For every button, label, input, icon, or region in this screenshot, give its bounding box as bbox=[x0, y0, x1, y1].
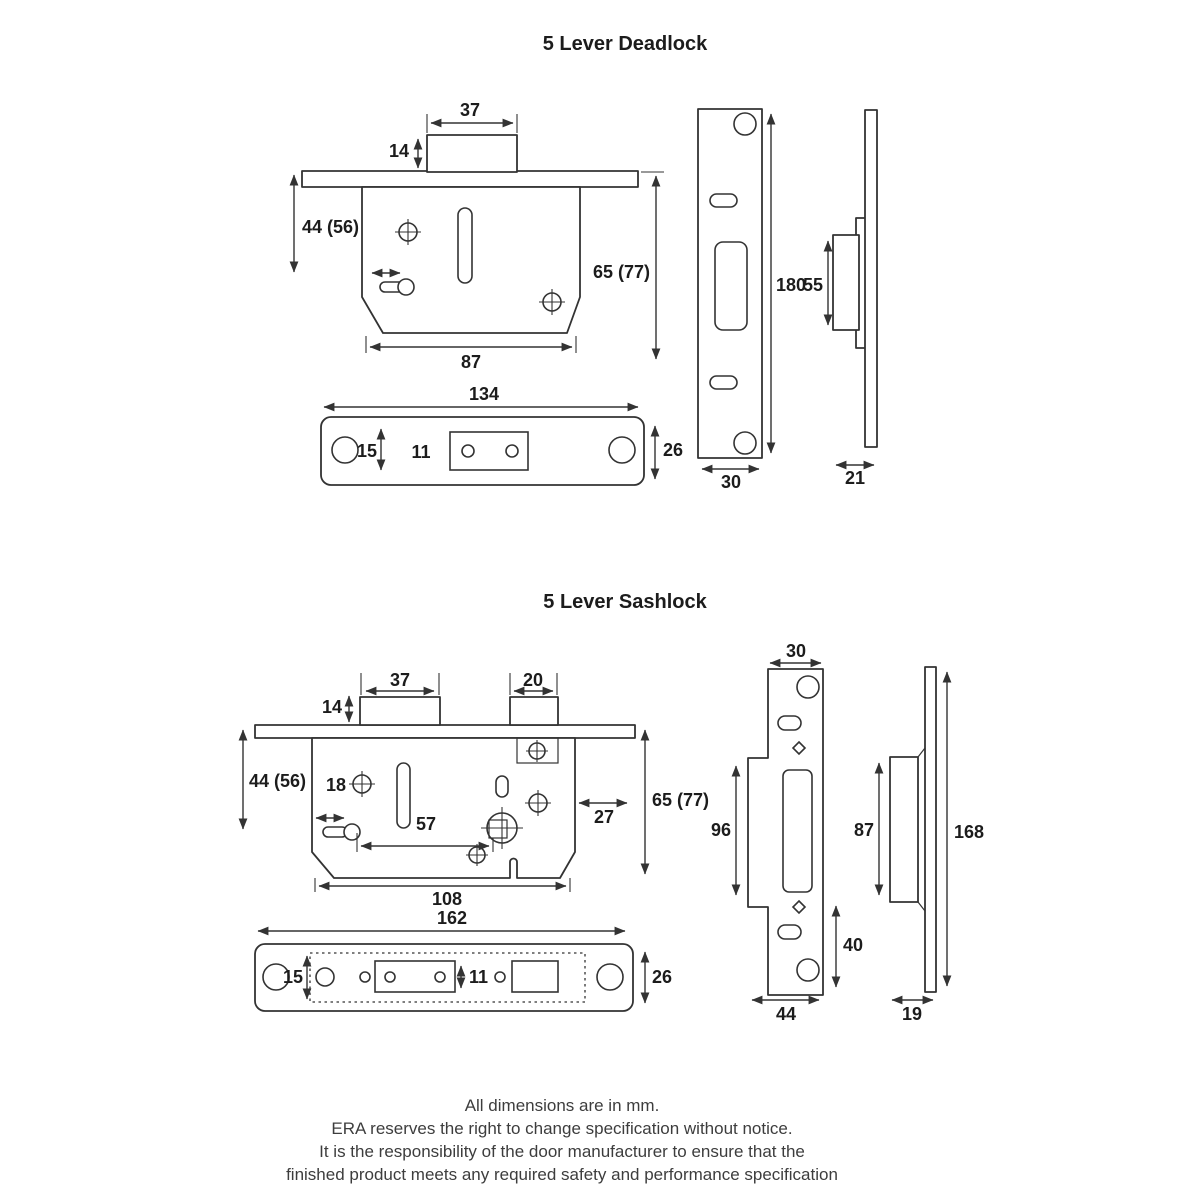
sashlock-latchbolt bbox=[510, 697, 558, 725]
dim-sashlock-hole-offset: 15 bbox=[282, 967, 303, 987]
sashlock-title: 5 Lever Sashlock bbox=[543, 591, 707, 613]
dim-sashlock-bolt-height: 14 bbox=[321, 697, 342, 717]
dim-sashlock-faceplate-width: 162 bbox=[436, 908, 468, 928]
strike-screw-hole bbox=[734, 113, 756, 135]
dim-sashlock-strike-width: 44 bbox=[775, 1004, 797, 1024]
small-hole bbox=[360, 972, 370, 982]
dim-deadlock-strike-box-height: 55 bbox=[802, 275, 823, 295]
dim-sashlock-side-height: 168 bbox=[954, 822, 985, 842]
dim-deadlock-bolt-width: 37 bbox=[459, 100, 481, 120]
strike-side-plate bbox=[865, 110, 877, 447]
strike-side-box bbox=[833, 235, 859, 330]
dim-sashlock-case-width: 108 bbox=[431, 889, 463, 909]
dim-deadlock-strike-depth: 21 bbox=[844, 468, 866, 488]
keyhole bbox=[380, 279, 414, 295]
dim-sashlock-keyhole-offset: 18 bbox=[325, 775, 347, 795]
sashlock-forend-strip bbox=[255, 725, 635, 738]
small-hole bbox=[385, 972, 395, 982]
small-hole bbox=[435, 972, 445, 982]
dim-sashlock-faceplate-height: 26 bbox=[652, 967, 673, 987]
faceplate-screw-hole bbox=[597, 964, 623, 990]
dim-deadlock-strike-width: 30 bbox=[720, 472, 742, 492]
deadlock-strike-plate-view bbox=[698, 109, 806, 492]
dim-sashlock-deadbolt-width: 37 bbox=[389, 670, 411, 690]
dim-deadlock-bolt-slot: 11 bbox=[411, 442, 431, 462]
dim-sashlock-bolt-slot: 11 bbox=[469, 967, 489, 987]
deadlock-faceplate-view bbox=[321, 384, 683, 485]
strike-slot bbox=[778, 925, 801, 939]
deadlock-title: 5 Lever Deadlock bbox=[542, 33, 708, 55]
dim-sashlock-side-box-height: 87 bbox=[853, 820, 874, 840]
small-hole bbox=[506, 445, 518, 457]
strike-side-box bbox=[890, 757, 918, 902]
small-hole bbox=[495, 972, 505, 982]
dim-deadlock-strike-height: 180 bbox=[776, 275, 807, 295]
disclaimer-line: ERA reserves the right to change specification without notice. bbox=[331, 1119, 793, 1138]
dim-deadlock-backset: 44 (56) bbox=[302, 217, 360, 237]
dim-deadlock-case-width: 87 bbox=[460, 352, 482, 372]
strike-slot bbox=[710, 194, 737, 207]
strike-screw-hole bbox=[797, 676, 819, 698]
sashlock-strike-plate-view bbox=[711, 641, 863, 1024]
dim-sashlock-case-height: 65 (77) bbox=[652, 790, 710, 810]
strike-slot bbox=[710, 376, 737, 389]
sashlock-case-view bbox=[243, 670, 709, 909]
sashlock-faceplate-view bbox=[255, 908, 672, 1011]
deadlock-forend-strip bbox=[302, 171, 638, 187]
latch-aperture bbox=[512, 961, 558, 992]
sashlock-deadbolt bbox=[360, 697, 440, 725]
strike-screw-hole bbox=[734, 432, 756, 454]
disclaimer-text bbox=[286, 1094, 838, 1186]
deadlock-case-view bbox=[294, 100, 664, 372]
deadlock-strike-side-view bbox=[803, 110, 877, 488]
dim-sashlock-strike-recess-height: 96 bbox=[710, 820, 731, 840]
dim-sashlock-strike-bottom-offset: 40 bbox=[843, 935, 864, 955]
lever-slot bbox=[458, 208, 472, 283]
dim-deadlock-case-height: 65 (77) bbox=[592, 262, 650, 282]
keyhole bbox=[323, 824, 360, 840]
sashlock-strike-side-view bbox=[854, 667, 984, 1024]
disclaimer-line: finished product meets any required safety and performance specification bbox=[286, 1165, 838, 1184]
strike-screw-hole bbox=[797, 959, 819, 981]
dim-sashlock-side-depth: 19 bbox=[901, 1004, 923, 1024]
dim-sashlock-key-to-spindle: 57 bbox=[415, 814, 437, 834]
disclaimer-line: All dimensions are in mm. bbox=[464, 1096, 660, 1115]
dim-sashlock-backset: 44 (56) bbox=[249, 771, 307, 791]
strike-side-plate bbox=[925, 667, 936, 992]
dim-deadlock-hole-offset: 15 bbox=[356, 441, 377, 461]
dim-deadlock-bolt-height: 14 bbox=[388, 141, 409, 161]
faceplate-screw-hole bbox=[332, 437, 358, 463]
strike-bolt-cutout bbox=[715, 242, 747, 330]
deadlock-deadbolt bbox=[427, 135, 517, 172]
strike-slot bbox=[778, 716, 801, 730]
small-hole bbox=[462, 445, 474, 457]
disclaimer-line: It is the responsibility of the door manufacturer to ensure that the bbox=[319, 1142, 805, 1161]
lever-slot bbox=[397, 763, 410, 828]
oval-hole bbox=[496, 776, 508, 797]
dim-sashlock-latch-offset: 27 bbox=[593, 807, 615, 827]
faceplate-screw-hole bbox=[609, 437, 635, 463]
small-hole bbox=[316, 968, 334, 986]
strike-bolt-cutout bbox=[783, 770, 812, 892]
dim-sashlock-latch-width: 20 bbox=[522, 670, 544, 690]
dim-sashlock-strike-top-width: 30 bbox=[785, 641, 807, 661]
dim-deadlock-faceplate-width: 134 bbox=[468, 384, 500, 404]
dim-deadlock-faceplate-height: 26 bbox=[663, 440, 684, 460]
